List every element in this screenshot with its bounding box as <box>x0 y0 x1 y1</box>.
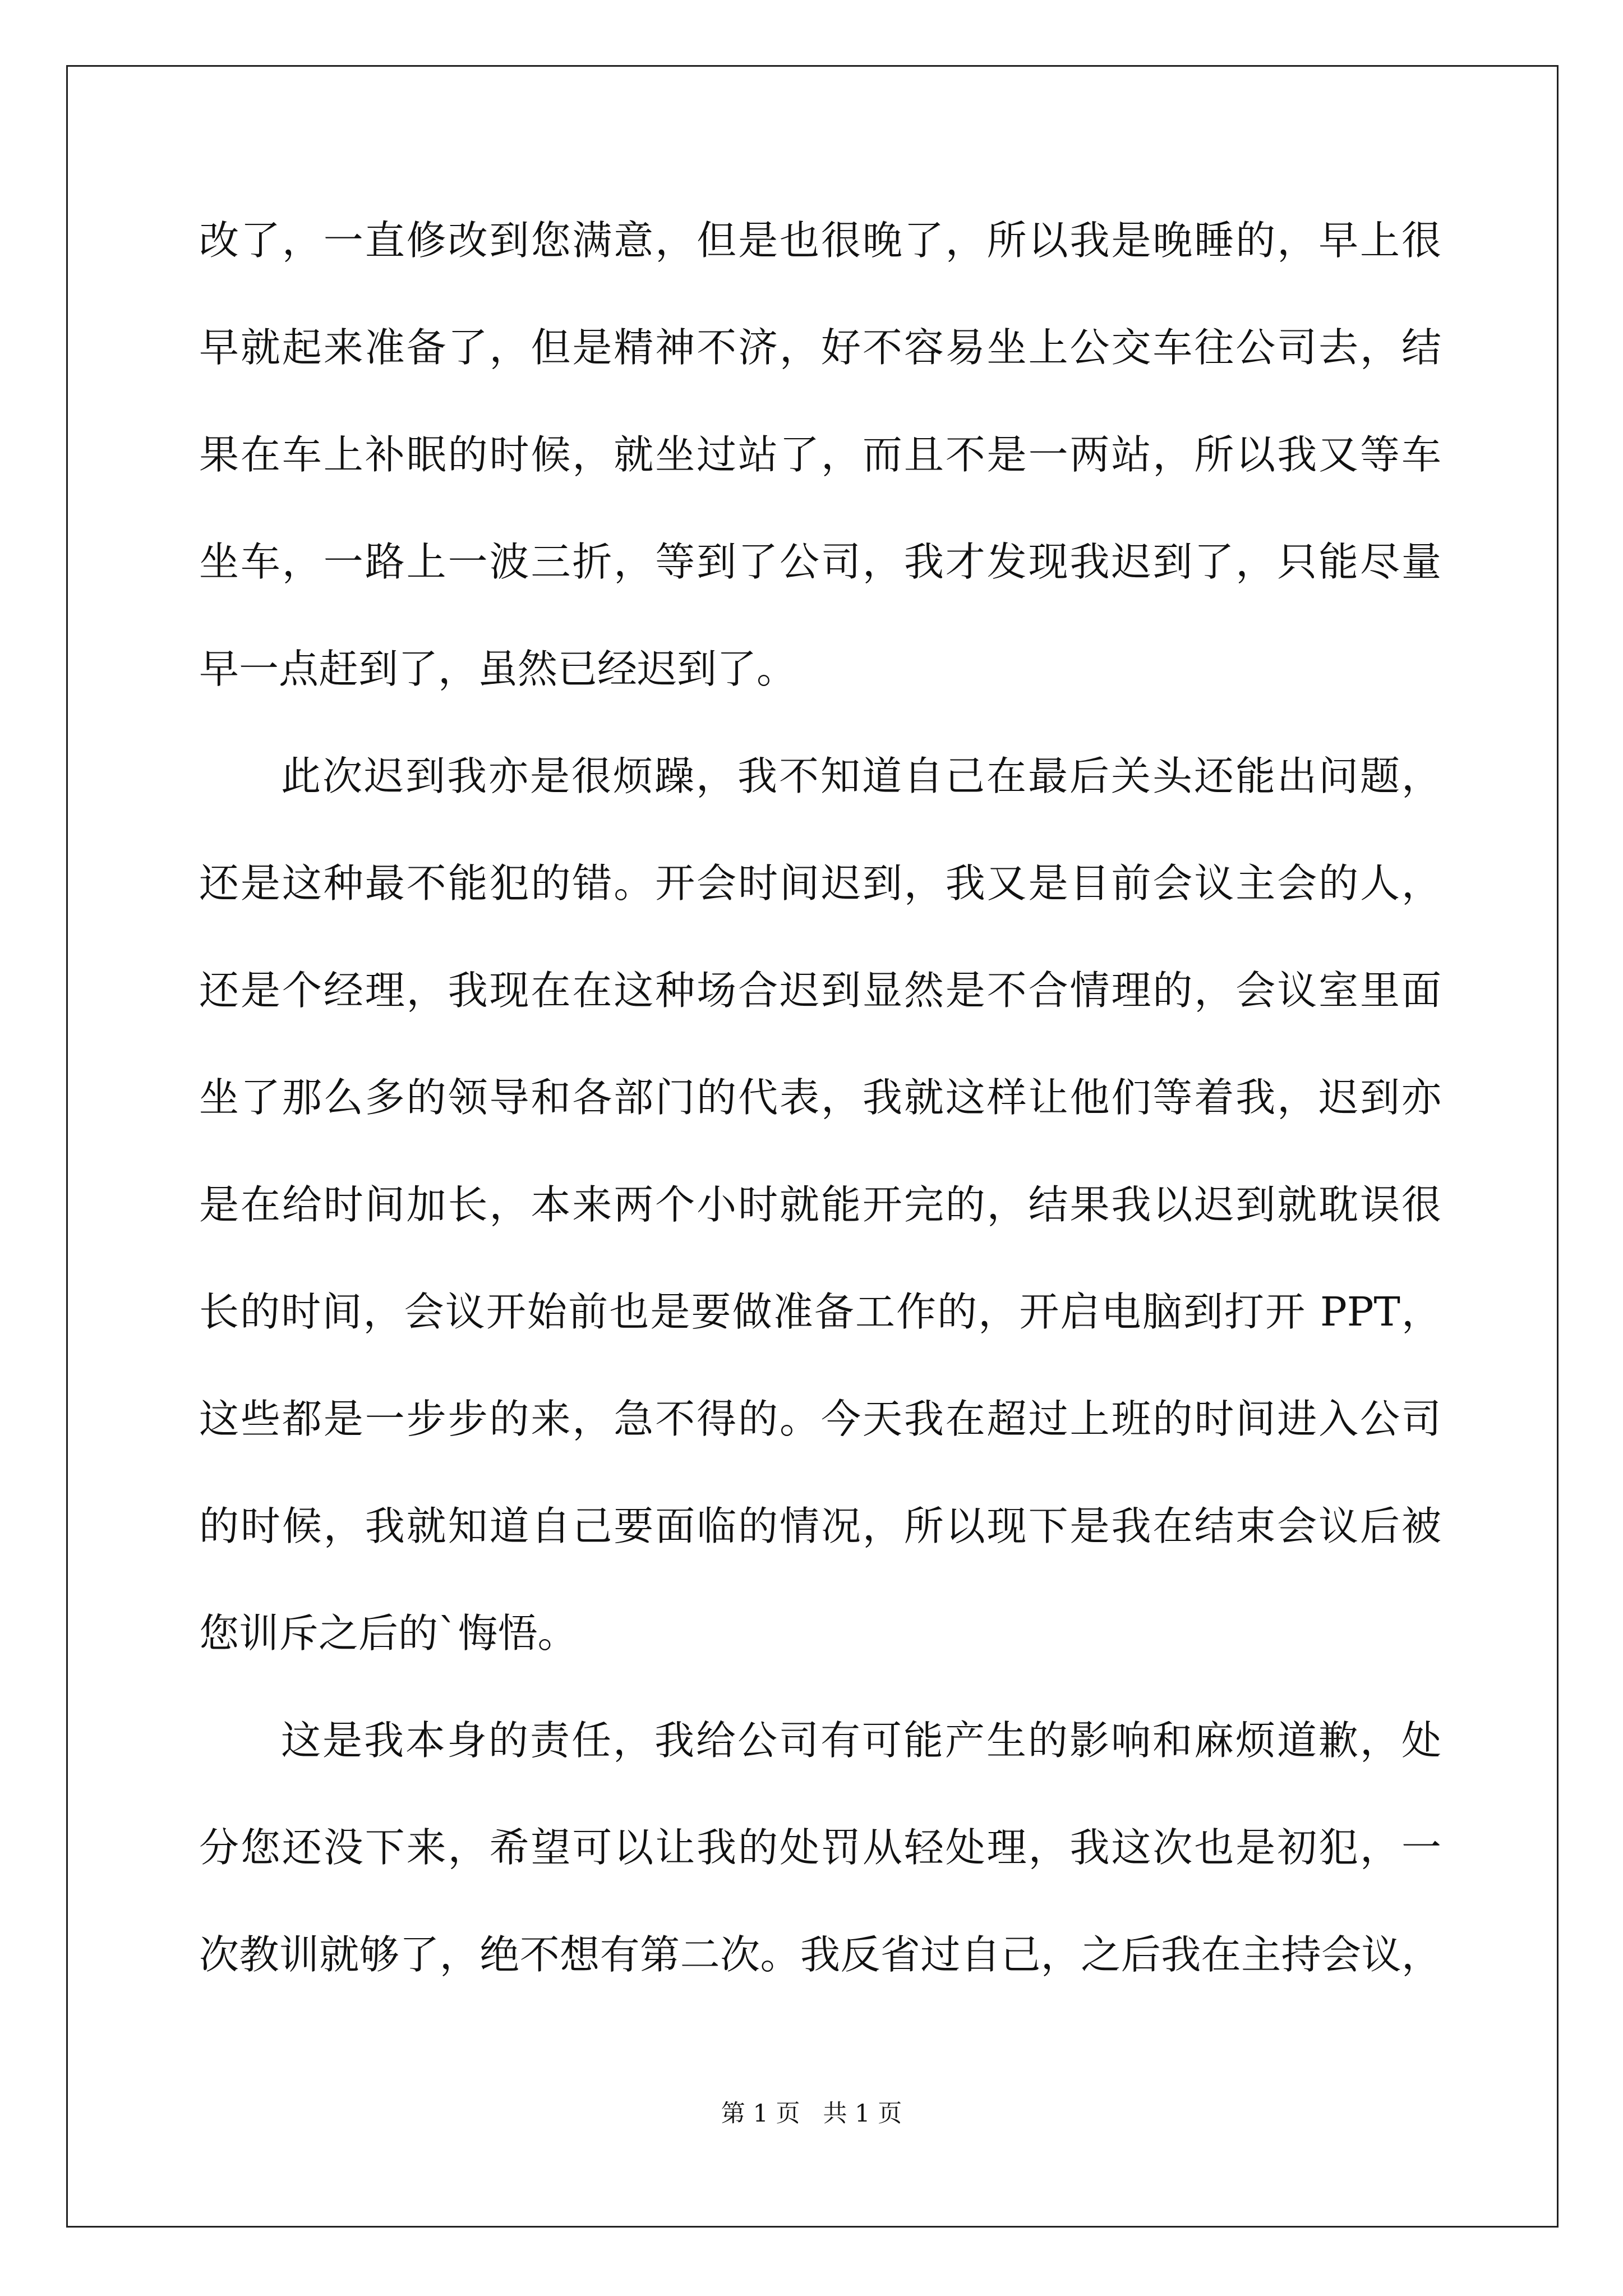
text-line: 早就起来准备了，但是精神不济，好不容易坐上公交车往公司去，结 <box>199 324 1441 371</box>
text-line: 早一点赶到了，虽然已经迟到了。 <box>199 646 797 692</box>
text-line: 长的时间，会议开始前也是要做准备工作的，开启电脑到打开 PPT， <box>199 1289 1441 1335</box>
document-body <box>199 208 1441 2029</box>
text-line: 此次迟到我亦是很烦躁，我不知道自己在最后关头还能出问题， <box>281 753 1441 799</box>
text-line: 改了，一直修改到您满意，但是也很晚了，所以我是晚睡的，早上很 <box>199 217 1441 264</box>
text-line: 这是我本身的责任，我给公司有可能产生的影响和麻烦道歉，处 <box>281 1717 1441 1764</box>
text-line: 果在车上补眠的时候，就坐过站了，而且不是一两站，所以我又等车 <box>199 431 1441 478</box>
text-line: 次教训就够了，绝不想有第二次。我反省过自己，之后我在主持会议， <box>199 1931 1441 1978</box>
page-footer: 第 1 页 共 1 页 <box>721 2100 902 2128</box>
text-line: 您训斥之后的`悔悟。 <box>199 1610 578 1657</box>
text-line: 还是个经理，我现在在这种场合迟到显然是不合情理的，会议室里面 <box>199 967 1441 1014</box>
text-line: 的时候，我就知道自己要面临的情况，所以现下是我在结束会议后被 <box>199 1503 1441 1549</box>
text-line: 是在给时间加长，本来两个小时就能开完的，结果我以迟到就耽误很 <box>199 1181 1441 1228</box>
text-line: 分您还没下来，希望可以让我的处罚从轻处理，我这次也是初犯，一 <box>199 1824 1441 1871</box>
text-line: 坐车，一路上一波三折，等到了公司，我才发现我迟到了，只能尽量 <box>199 539 1441 585</box>
text-line: 这些都是一步步的来，急不得的。今天我在超过上班的时间进入公司 <box>199 1396 1441 1442</box>
text-line: 还是这种最不能犯的错。开会时间迟到，我又是目前会议主会的人， <box>199 860 1441 907</box>
text-line: 坐了那么多的领导和各部门的代表，我就这样让他们等着我，迟到亦 <box>199 1074 1441 1121</box>
